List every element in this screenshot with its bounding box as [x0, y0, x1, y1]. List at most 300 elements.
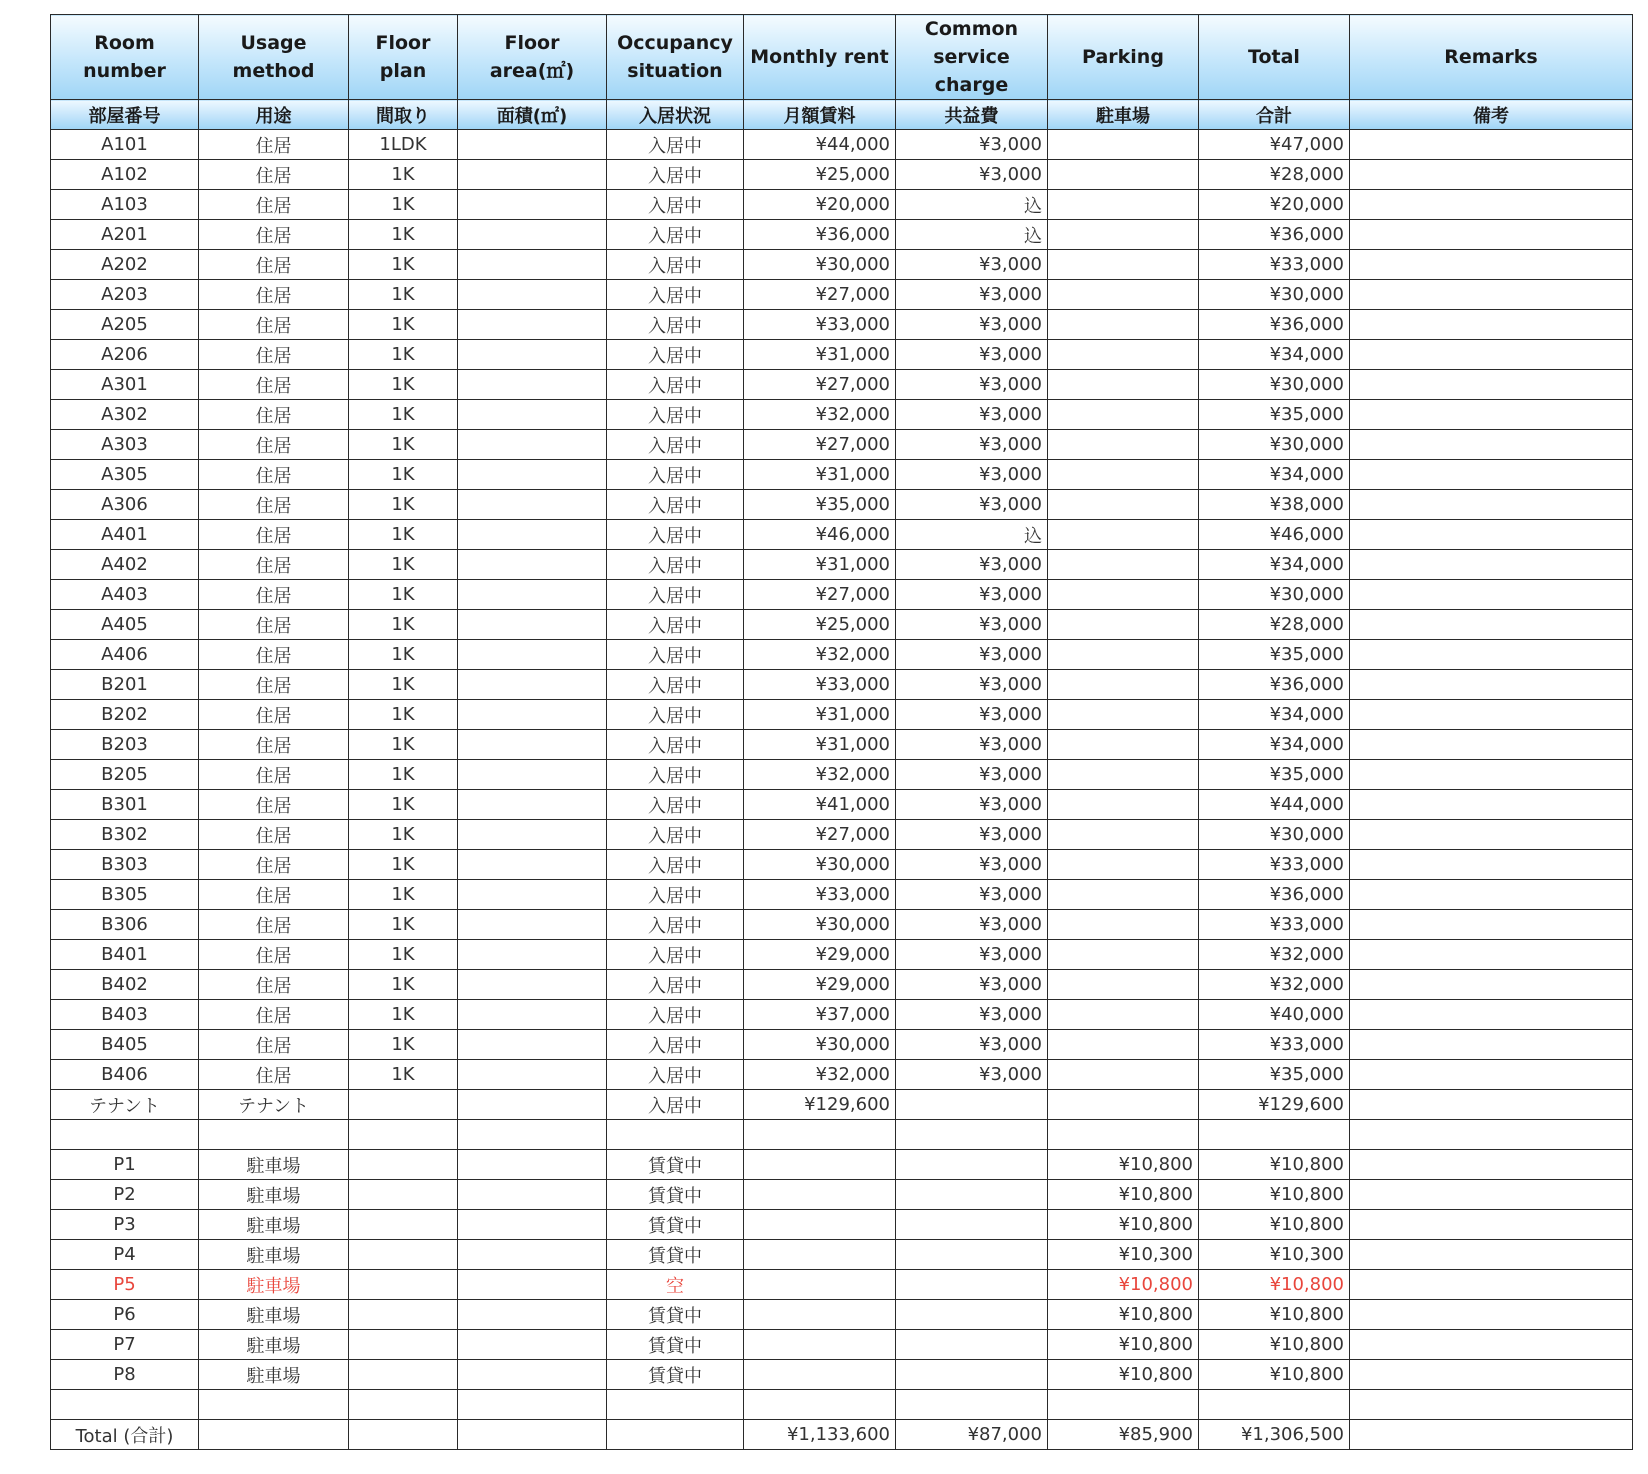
common-charge-cell[interactable]: ¥3,000 — [896, 610, 1048, 640]
usage-cell[interactable]: 住居 — [199, 340, 349, 370]
common-charge-cell[interactable] — [896, 1360, 1048, 1390]
floor-area-cell[interactable] — [458, 580, 607, 610]
total-cell[interactable]: ¥10,800 — [1199, 1360, 1350, 1390]
room-number-cell[interactable]: P2 — [51, 1180, 199, 1210]
total-cell[interactable]: ¥10,800 — [1199, 1150, 1350, 1180]
col-header-ja-common-charge[interactable]: 共益費 — [896, 100, 1048, 130]
room-number-cell[interactable]: P4 — [51, 1240, 199, 1270]
remarks-cell[interactable] — [1350, 880, 1633, 910]
occupancy-cell[interactable]: 入居中 — [607, 640, 744, 670]
monthly-rent-cell[interactable]: ¥1,133,600 — [744, 1420, 896, 1450]
total-cell[interactable]: ¥35,000 — [1199, 760, 1350, 790]
col-header-ja-parking[interactable]: 駐車場 — [1048, 100, 1199, 130]
parking-cell[interactable] — [1048, 190, 1199, 220]
room-number-cell[interactable]: A305 — [51, 460, 199, 490]
monthly-rent-cell[interactable]: ¥27,000 — [744, 370, 896, 400]
floor-plan-cell[interactable] — [349, 1210, 458, 1240]
common-charge-cell[interactable]: ¥3,000 — [896, 1000, 1048, 1030]
monthly-rent-cell[interactable]: ¥20,000 — [744, 190, 896, 220]
common-charge-cell[interactable]: ¥3,000 — [896, 790, 1048, 820]
parking-cell[interactable] — [1048, 580, 1199, 610]
usage-cell[interactable]: 住居 — [199, 790, 349, 820]
parking-cell[interactable] — [1048, 730, 1199, 760]
floor-plan-cell[interactable]: 1K — [349, 220, 458, 250]
total-cell[interactable]: ¥35,000 — [1199, 1060, 1350, 1090]
common-charge-cell[interactable] — [896, 1120, 1048, 1150]
col-header-floor-area[interactable]: Floor area(㎡) — [458, 15, 607, 100]
floor-plan-cell[interactable]: 1K — [349, 790, 458, 820]
room-number-cell[interactable]: P8 — [51, 1360, 199, 1390]
col-header-ja-remarks[interactable]: 備考 — [1350, 100, 1633, 130]
monthly-rent-cell[interactable] — [744, 1180, 896, 1210]
remarks-cell[interactable] — [1350, 1090, 1633, 1120]
total-cell[interactable]: ¥36,000 — [1199, 220, 1350, 250]
common-charge-cell[interactable] — [896, 1300, 1048, 1330]
parking-cell[interactable]: ¥10,800 — [1048, 1330, 1199, 1360]
total-cell[interactable]: ¥40,000 — [1199, 1000, 1350, 1030]
floor-area-cell[interactable] — [458, 550, 607, 580]
remarks-cell[interactable] — [1350, 1000, 1633, 1030]
col-header-common-service-charge[interactable]: Common service charge — [896, 15, 1048, 100]
room-number-cell[interactable]: A302 — [51, 400, 199, 430]
parking-cell[interactable]: ¥10,800 — [1048, 1150, 1199, 1180]
total-cell[interactable]: ¥30,000 — [1199, 430, 1350, 460]
usage-cell[interactable]: 駐車場 — [199, 1150, 349, 1180]
room-number-cell[interactable]: A202 — [51, 250, 199, 280]
total-cell[interactable] — [1199, 1390, 1350, 1420]
common-charge-cell[interactable] — [896, 1210, 1048, 1240]
remarks-cell[interactable] — [1350, 130, 1633, 160]
total-cell[interactable]: ¥36,000 — [1199, 310, 1350, 340]
total-cell[interactable]: ¥35,000 — [1199, 400, 1350, 430]
monthly-rent-cell[interactable]: ¥31,000 — [744, 550, 896, 580]
room-number-cell[interactable]: B403 — [51, 1000, 199, 1030]
room-number-cell[interactable]: A303 — [51, 430, 199, 460]
usage-cell[interactable]: 住居 — [199, 520, 349, 550]
common-charge-cell[interactable]: ¥3,000 — [896, 370, 1048, 400]
usage-cell[interactable]: 住居 — [199, 970, 349, 1000]
remarks-cell[interactable] — [1350, 910, 1633, 940]
remarks-cell[interactable] — [1350, 670, 1633, 700]
occupancy-cell[interactable]: 賃貸中 — [607, 1180, 744, 1210]
total-cell[interactable]: ¥10,800 — [1199, 1270, 1350, 1300]
usage-cell[interactable]: 住居 — [199, 580, 349, 610]
monthly-rent-cell[interactable] — [744, 1360, 896, 1390]
total-cell[interactable]: ¥10,800 — [1199, 1210, 1350, 1240]
occupancy-cell[interactable]: 入居中 — [607, 490, 744, 520]
remarks-cell[interactable] — [1350, 970, 1633, 1000]
room-number-cell[interactable]: A405 — [51, 610, 199, 640]
common-charge-cell[interactable] — [896, 1390, 1048, 1420]
common-charge-cell[interactable]: ¥3,000 — [896, 700, 1048, 730]
usage-cell[interactable]: 住居 — [199, 220, 349, 250]
parking-cell[interactable]: ¥10,800 — [1048, 1270, 1199, 1300]
common-charge-cell[interactable] — [896, 1240, 1048, 1270]
room-number-cell[interactable]: B405 — [51, 1030, 199, 1060]
occupancy-cell[interactable] — [607, 1120, 744, 1150]
monthly-rent-cell[interactable]: ¥129,600 — [744, 1090, 896, 1120]
occupancy-cell[interactable]: 入居中 — [607, 520, 744, 550]
total-cell[interactable]: ¥34,000 — [1199, 730, 1350, 760]
remarks-cell[interactable] — [1350, 1390, 1633, 1420]
parking-cell[interactable]: ¥10,800 — [1048, 1300, 1199, 1330]
room-number-cell[interactable]: B301 — [51, 790, 199, 820]
floor-area-cell[interactable] — [458, 670, 607, 700]
monthly-rent-cell[interactable]: ¥25,000 — [744, 160, 896, 190]
monthly-rent-cell[interactable]: ¥46,000 — [744, 520, 896, 550]
room-number-cell[interactable]: B203 — [51, 730, 199, 760]
floor-area-cell[interactable] — [458, 1120, 607, 1150]
col-header-room-number[interactable]: Room number — [51, 15, 199, 100]
floor-area-cell[interactable] — [458, 970, 607, 1000]
common-charge-cell[interactable]: ¥3,000 — [896, 760, 1048, 790]
total-cell[interactable]: ¥33,000 — [1199, 850, 1350, 880]
remarks-cell[interactable] — [1350, 1240, 1633, 1270]
monthly-rent-cell[interactable]: ¥32,000 — [744, 1060, 896, 1090]
remarks-cell[interactable] — [1350, 1360, 1633, 1390]
floor-area-cell[interactable] — [458, 1030, 607, 1060]
parking-cell[interactable] — [1048, 970, 1199, 1000]
floor-plan-cell[interactable]: 1K — [349, 640, 458, 670]
monthly-rent-cell[interactable] — [744, 1150, 896, 1180]
remarks-cell[interactable] — [1350, 370, 1633, 400]
room-number-cell[interactable]: A205 — [51, 310, 199, 340]
parking-cell[interactable] — [1048, 940, 1199, 970]
usage-cell[interactable]: 住居 — [199, 310, 349, 340]
floor-area-cell[interactable] — [458, 790, 607, 820]
remarks-cell[interactable] — [1350, 340, 1633, 370]
occupancy-cell[interactable]: 入居中 — [607, 760, 744, 790]
total-cell[interactable]: ¥30,000 — [1199, 370, 1350, 400]
common-charge-cell[interactable]: 込 — [896, 520, 1048, 550]
parking-cell[interactable] — [1048, 460, 1199, 490]
floor-plan-cell[interactable] — [349, 1390, 458, 1420]
parking-cell[interactable] — [1048, 760, 1199, 790]
common-charge-cell[interactable] — [896, 1270, 1048, 1300]
usage-cell[interactable]: 住居 — [199, 880, 349, 910]
occupancy-cell[interactable]: 入居中 — [607, 670, 744, 700]
total-cell[interactable]: ¥47,000 — [1199, 130, 1350, 160]
room-number-cell[interactable]: A401 — [51, 520, 199, 550]
parking-cell[interactable] — [1048, 790, 1199, 820]
total-cell[interactable]: ¥33,000 — [1199, 910, 1350, 940]
parking-cell[interactable] — [1048, 370, 1199, 400]
occupancy-cell[interactable]: 賃貸中 — [607, 1300, 744, 1330]
monthly-rent-cell[interactable]: ¥31,000 — [744, 340, 896, 370]
common-charge-cell[interactable]: ¥3,000 — [896, 640, 1048, 670]
floor-plan-cell[interactable]: 1K — [349, 880, 458, 910]
common-charge-cell[interactable]: ¥3,000 — [896, 550, 1048, 580]
common-charge-cell[interactable]: ¥87,000 — [896, 1420, 1048, 1450]
floor-plan-cell[interactable]: 1K — [349, 580, 458, 610]
floor-area-cell[interactable] — [458, 1240, 607, 1270]
occupancy-cell[interactable]: 入居中 — [607, 820, 744, 850]
usage-cell[interactable]: 住居 — [199, 1030, 349, 1060]
total-cell[interactable]: ¥46,000 — [1199, 520, 1350, 550]
monthly-rent-cell[interactable]: ¥31,000 — [744, 700, 896, 730]
floor-plan-cell[interactable]: 1K — [349, 190, 458, 220]
usage-cell[interactable]: 住居 — [199, 670, 349, 700]
monthly-rent-cell[interactable]: ¥41,000 — [744, 790, 896, 820]
common-charge-cell[interactable]: ¥3,000 — [896, 310, 1048, 340]
parking-cell[interactable] — [1048, 610, 1199, 640]
floor-plan-cell[interactable]: 1K — [349, 1060, 458, 1090]
occupancy-cell[interactable]: 賃貸中 — [607, 1360, 744, 1390]
occupancy-cell[interactable]: 賃貸中 — [607, 1240, 744, 1270]
usage-cell[interactable]: 住居 — [199, 910, 349, 940]
floor-plan-cell[interactable]: 1K — [349, 370, 458, 400]
floor-plan-cell[interactable]: 1K — [349, 430, 458, 460]
room-number-cell[interactable]: A203 — [51, 280, 199, 310]
room-number-cell[interactable]: P5 — [51, 1270, 199, 1300]
room-number-cell[interactable] — [51, 1120, 199, 1150]
floor-area-cell[interactable] — [458, 1360, 607, 1390]
floor-area-cell[interactable] — [458, 910, 607, 940]
parking-cell[interactable]: ¥85,900 — [1048, 1420, 1199, 1450]
parking-cell[interactable] — [1048, 130, 1199, 160]
common-charge-cell[interactable]: ¥3,000 — [896, 820, 1048, 850]
monthly-rent-cell[interactable] — [744, 1270, 896, 1300]
floor-area-cell[interactable] — [458, 820, 607, 850]
floor-area-cell[interactable] — [458, 520, 607, 550]
parking-cell[interactable] — [1048, 520, 1199, 550]
floor-plan-cell[interactable] — [349, 1150, 458, 1180]
usage-cell[interactable]: 住居 — [199, 1000, 349, 1030]
occupancy-cell[interactable]: 入居中 — [607, 1090, 744, 1120]
floor-plan-cell[interactable]: 1K — [349, 280, 458, 310]
monthly-rent-cell[interactable]: ¥37,000 — [744, 1000, 896, 1030]
common-charge-cell[interactable]: ¥3,000 — [896, 490, 1048, 520]
remarks-cell[interactable] — [1350, 460, 1633, 490]
parking-cell[interactable]: ¥10,800 — [1048, 1210, 1199, 1240]
usage-cell[interactable]: 住居 — [199, 250, 349, 280]
floor-plan-cell[interactable] — [349, 1240, 458, 1270]
parking-cell[interactable] — [1048, 1090, 1199, 1120]
usage-cell[interactable]: 駐車場 — [199, 1300, 349, 1330]
total-cell[interactable]: ¥30,000 — [1199, 820, 1350, 850]
occupancy-cell[interactable] — [607, 1390, 744, 1420]
monthly-rent-cell[interactable]: ¥33,000 — [744, 670, 896, 700]
total-cell[interactable]: ¥10,800 — [1199, 1330, 1350, 1360]
occupancy-cell[interactable]: 入居中 — [607, 160, 744, 190]
occupancy-cell[interactable]: 賃貸中 — [607, 1150, 744, 1180]
occupancy-cell[interactable]: 入居中 — [607, 1030, 744, 1060]
common-charge-cell[interactable]: ¥3,000 — [896, 430, 1048, 460]
usage-cell[interactable]: 住居 — [199, 550, 349, 580]
floor-area-cell[interactable] — [458, 730, 607, 760]
parking-cell[interactable] — [1048, 1390, 1199, 1420]
usage-cell[interactable]: 住居 — [199, 610, 349, 640]
total-cell[interactable]: ¥32,000 — [1199, 940, 1350, 970]
parking-cell[interactable] — [1048, 850, 1199, 880]
remarks-cell[interactable] — [1350, 310, 1633, 340]
monthly-rent-cell[interactable] — [744, 1330, 896, 1360]
parking-cell[interactable] — [1048, 820, 1199, 850]
total-cell[interactable]: ¥34,000 — [1199, 340, 1350, 370]
room-number-cell[interactable]: A102 — [51, 160, 199, 190]
usage-cell[interactable]: 住居 — [199, 160, 349, 190]
occupancy-cell[interactable]: 入居中 — [607, 130, 744, 160]
occupancy-cell[interactable]: 入居中 — [607, 580, 744, 610]
occupancy-cell[interactable]: 入居中 — [607, 310, 744, 340]
floor-area-cell[interactable] — [458, 1270, 607, 1300]
remarks-cell[interactable] — [1350, 550, 1633, 580]
remarks-cell[interactable] — [1350, 1030, 1633, 1060]
usage-cell[interactable]: 住居 — [199, 430, 349, 460]
common-charge-cell[interactable] — [896, 1180, 1048, 1210]
room-number-cell[interactable]: P3 — [51, 1210, 199, 1240]
occupancy-cell[interactable]: 入居中 — [607, 370, 744, 400]
monthly-rent-cell[interactable]: ¥30,000 — [744, 1030, 896, 1060]
total-cell[interactable]: ¥33,000 — [1199, 1030, 1350, 1060]
monthly-rent-cell[interactable]: ¥27,000 — [744, 580, 896, 610]
usage-cell[interactable]: 住居 — [199, 760, 349, 790]
common-charge-cell[interactable]: ¥3,000 — [896, 130, 1048, 160]
common-charge-cell[interactable]: ¥3,000 — [896, 850, 1048, 880]
col-header-parking[interactable]: Parking — [1048, 15, 1199, 100]
remarks-cell[interactable] — [1350, 400, 1633, 430]
monthly-rent-cell[interactable] — [744, 1240, 896, 1270]
total-cell[interactable]: ¥10,800 — [1199, 1300, 1350, 1330]
parking-cell[interactable]: ¥10,800 — [1048, 1360, 1199, 1390]
common-charge-cell[interactable]: 込 — [896, 220, 1048, 250]
room-number-cell[interactable]: B302 — [51, 820, 199, 850]
parking-cell[interactable] — [1048, 550, 1199, 580]
parking-cell[interactable] — [1048, 1060, 1199, 1090]
floor-area-cell[interactable] — [458, 1060, 607, 1090]
common-charge-cell[interactable]: ¥3,000 — [896, 400, 1048, 430]
room-number-cell[interactable]: B306 — [51, 910, 199, 940]
floor-plan-cell[interactable]: 1K — [349, 160, 458, 190]
monthly-rent-cell[interactable]: ¥27,000 — [744, 280, 896, 310]
common-charge-cell[interactable]: ¥3,000 — [896, 1060, 1048, 1090]
parking-cell[interactable] — [1048, 160, 1199, 190]
monthly-rent-cell[interactable]: ¥27,000 — [744, 820, 896, 850]
usage-cell[interactable]: 駐車場 — [199, 1210, 349, 1240]
remarks-cell[interactable] — [1350, 790, 1633, 820]
room-number-cell[interactable] — [51, 1390, 199, 1420]
col-header-ja-occupancy[interactable]: 入居状況 — [607, 100, 744, 130]
remarks-cell[interactable] — [1350, 580, 1633, 610]
floor-area-cell[interactable] — [458, 400, 607, 430]
floor-area-cell[interactable] — [458, 310, 607, 340]
remarks-cell[interactable] — [1350, 160, 1633, 190]
occupancy-cell[interactable]: 入居中 — [607, 460, 744, 490]
common-charge-cell[interactable]: ¥3,000 — [896, 910, 1048, 940]
occupancy-cell[interactable]: 入居中 — [607, 1000, 744, 1030]
floor-plan-cell[interactable]: 1K — [349, 250, 458, 280]
floor-plan-cell[interactable] — [349, 1180, 458, 1210]
remarks-cell[interactable] — [1350, 820, 1633, 850]
usage-cell[interactable]: 住居 — [199, 280, 349, 310]
floor-area-cell[interactable] — [458, 1390, 607, 1420]
total-cell[interactable]: ¥28,000 — [1199, 610, 1350, 640]
floor-area-cell[interactable] — [458, 160, 607, 190]
usage-cell[interactable]: 住居 — [199, 490, 349, 520]
occupancy-cell[interactable]: 入居中 — [607, 220, 744, 250]
floor-plan-cell[interactable]: 1K — [349, 520, 458, 550]
floor-plan-cell[interactable]: 1K — [349, 550, 458, 580]
room-number-cell[interactable]: A206 — [51, 340, 199, 370]
floor-plan-cell[interactable] — [349, 1420, 458, 1450]
parking-cell[interactable] — [1048, 640, 1199, 670]
parking-cell[interactable] — [1048, 400, 1199, 430]
room-number-cell[interactable]: A402 — [51, 550, 199, 580]
remarks-cell[interactable] — [1350, 730, 1633, 760]
usage-cell[interactable]: 駐車場 — [199, 1180, 349, 1210]
remarks-cell[interactable] — [1350, 700, 1633, 730]
total-cell[interactable]: ¥36,000 — [1199, 670, 1350, 700]
total-cell[interactable]: ¥36,000 — [1199, 880, 1350, 910]
floor-plan-cell[interactable]: 1K — [349, 340, 458, 370]
room-number-cell[interactable]: A406 — [51, 640, 199, 670]
floor-area-cell[interactable] — [458, 430, 607, 460]
room-number-cell[interactable]: A101 — [51, 130, 199, 160]
total-cell[interactable]: ¥20,000 — [1199, 190, 1350, 220]
monthly-rent-cell[interactable]: ¥44,000 — [744, 130, 896, 160]
common-charge-cell[interactable]: ¥3,000 — [896, 460, 1048, 490]
occupancy-cell[interactable]: 入居中 — [607, 910, 744, 940]
monthly-rent-cell[interactable]: ¥29,000 — [744, 940, 896, 970]
common-charge-cell[interactable]: 込 — [896, 190, 1048, 220]
common-charge-cell[interactable]: ¥3,000 — [896, 250, 1048, 280]
floor-plan-cell[interactable]: 1K — [349, 310, 458, 340]
parking-cell[interactable] — [1048, 490, 1199, 520]
floor-plan-cell[interactable]: 1K — [349, 460, 458, 490]
remarks-cell[interactable] — [1350, 250, 1633, 280]
total-cell[interactable]: ¥32,000 — [1199, 970, 1350, 1000]
remarks-cell[interactable] — [1350, 430, 1633, 460]
floor-plan-cell[interactable]: 1K — [349, 1000, 458, 1030]
floor-area-cell[interactable] — [458, 1300, 607, 1330]
floor-area-cell[interactable] — [458, 1090, 607, 1120]
remarks-cell[interactable] — [1350, 1330, 1633, 1360]
room-number-cell[interactable]: P1 — [51, 1150, 199, 1180]
remarks-cell[interactable] — [1350, 1180, 1633, 1210]
usage-cell[interactable]: 住居 — [199, 190, 349, 220]
common-charge-cell[interactable]: ¥3,000 — [896, 1030, 1048, 1060]
col-header-ja-total[interactable]: 合計 — [1199, 100, 1350, 130]
occupancy-cell[interactable]: 入居中 — [607, 790, 744, 820]
floor-plan-cell[interactable] — [349, 1270, 458, 1300]
common-charge-cell[interactable]: ¥3,000 — [896, 340, 1048, 370]
occupancy-cell[interactable]: 入居中 — [607, 850, 744, 880]
floor-plan-cell[interactable]: 1K — [349, 700, 458, 730]
parking-cell[interactable] — [1048, 1000, 1199, 1030]
floor-area-cell[interactable] — [458, 1180, 607, 1210]
remarks-cell[interactable] — [1350, 940, 1633, 970]
floor-plan-cell[interactable]: 1K — [349, 610, 458, 640]
floor-plan-cell[interactable] — [349, 1090, 458, 1120]
remarks-cell[interactable] — [1350, 280, 1633, 310]
usage-cell[interactable]: 住居 — [199, 850, 349, 880]
room-number-cell[interactable]: B401 — [51, 940, 199, 970]
monthly-rent-cell[interactable]: ¥32,000 — [744, 640, 896, 670]
common-charge-cell[interactable]: ¥3,000 — [896, 970, 1048, 1000]
col-header-floor-plan[interactable]: Floor plan — [349, 15, 458, 100]
col-header-ja-floor-plan[interactable]: 間取り — [349, 100, 458, 130]
room-number-cell[interactable]: Total (合計) — [51, 1420, 199, 1450]
floor-plan-cell[interactable]: 1K — [349, 760, 458, 790]
parking-cell[interactable] — [1048, 880, 1199, 910]
common-charge-cell[interactable]: ¥3,000 — [896, 940, 1048, 970]
remarks-cell[interactable] — [1350, 490, 1633, 520]
usage-cell[interactable]: テナント — [199, 1090, 349, 1120]
parking-cell[interactable] — [1048, 220, 1199, 250]
floor-area-cell[interactable] — [458, 760, 607, 790]
floor-area-cell[interactable] — [458, 370, 607, 400]
floor-area-cell[interactable] — [458, 130, 607, 160]
